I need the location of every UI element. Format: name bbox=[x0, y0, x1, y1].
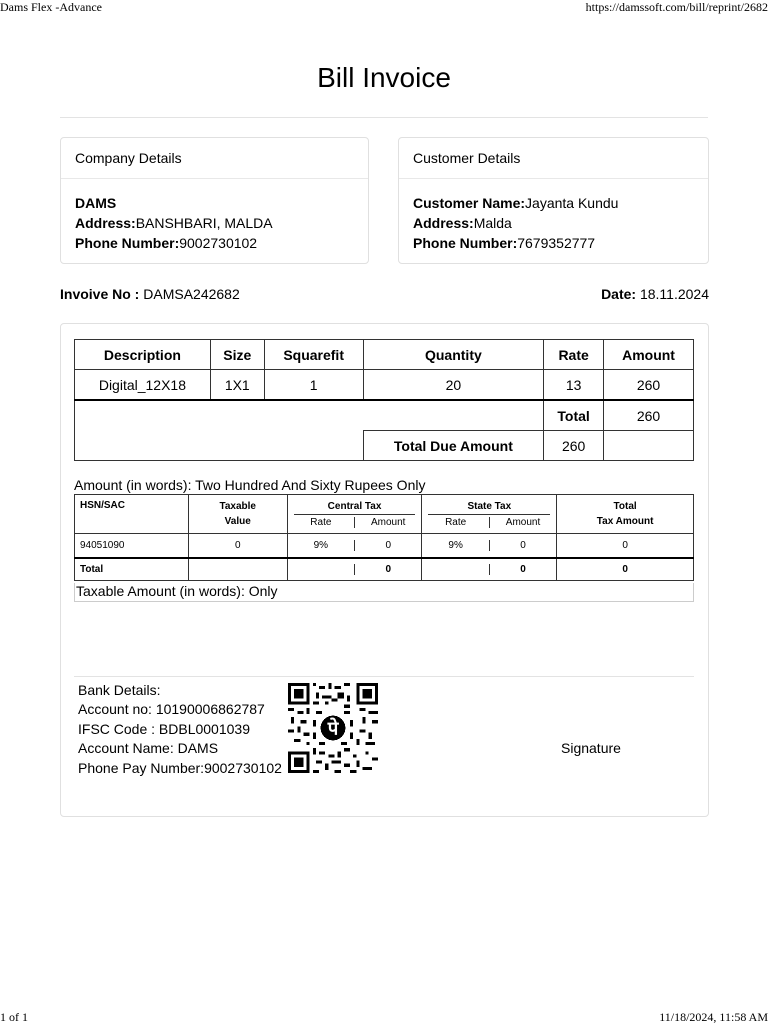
customer-details-header: Customer Details bbox=[399, 138, 708, 179]
tax-taxable: 0 bbox=[188, 534, 287, 558]
tax-table bbox=[74, 494, 694, 581]
company-details-header: Company Details bbox=[61, 138, 368, 179]
col-total-line1: Total bbox=[613, 501, 637, 512]
tax-total-central: 0 bbox=[354, 564, 421, 575]
bank-account-name: Account Name: DAMS bbox=[78, 740, 219, 757]
col-state-tax: State Tax bbox=[428, 501, 550, 515]
company-phone: 9002730102 bbox=[179, 235, 258, 251]
total-due-value: 260 bbox=[544, 431, 604, 461]
table-row bbox=[75, 534, 694, 558]
browser-app-title: Dams Flex -Advance bbox=[0, 0, 102, 14]
tax-central-rate: 9% bbox=[313, 539, 329, 551]
col-squarefit: Squarefit bbox=[264, 340, 363, 370]
invoice-date: 18.11.2024 bbox=[639, 286, 709, 302]
printed-at: 11/18/2024, 11:58 AM bbox=[659, 1010, 768, 1024]
item-amount: 260 bbox=[604, 370, 694, 401]
total-due-label: Total Due Amount bbox=[363, 431, 544, 461]
bank-title: Bank Details: bbox=[78, 682, 161, 698]
total-label: Total bbox=[544, 400, 604, 431]
col-state-amount: Amount bbox=[489, 517, 556, 528]
col-quantity: Quantity bbox=[363, 340, 544, 370]
phonepe-qr-icon bbox=[288, 682, 378, 774]
item-squarefit: 1 bbox=[264, 370, 363, 401]
tax-total-amount: 0 bbox=[557, 558, 694, 581]
items-table bbox=[74, 339, 694, 461]
tax-hsn: 94051090 bbox=[75, 534, 189, 558]
tax-total-state: 0 bbox=[489, 564, 556, 575]
page-title: Bill Invoice bbox=[317, 62, 451, 93]
item-quantity: 20 bbox=[363, 370, 544, 401]
customer-details-card bbox=[398, 137, 709, 264]
title-divider bbox=[60, 117, 708, 118]
bank-account: Account no: 10190006862787 bbox=[78, 701, 265, 718]
customer-address-label: Address: bbox=[413, 215, 474, 231]
item-rate: 13 bbox=[544, 370, 604, 401]
company-address-label: Address: bbox=[75, 215, 136, 231]
bank-divider bbox=[74, 676, 694, 677]
company-phone-label: Phone Number: bbox=[75, 235, 180, 251]
invoice-no: DAMSA242682 bbox=[143, 286, 240, 302]
tax-total-row bbox=[75, 558, 694, 581]
tax-state-rate: 9% bbox=[448, 539, 463, 551]
table-row bbox=[75, 370, 694, 401]
tax-total-label: Total bbox=[75, 558, 189, 581]
customer-name: Jayanta Kundu bbox=[525, 195, 619, 211]
total-value: 260 bbox=[604, 400, 694, 431]
invoice-no-label: Invoive No : bbox=[60, 286, 140, 302]
company-name: DAMS bbox=[75, 195, 117, 211]
svg-text:पे: पे bbox=[327, 718, 339, 740]
col-description: Description bbox=[75, 340, 211, 370]
col-total-line2: Tax Amount bbox=[596, 516, 654, 527]
item-description: Digital_12X18 bbox=[75, 370, 211, 401]
items-header-row bbox=[75, 340, 694, 370]
tax-header-row bbox=[75, 495, 694, 534]
customer-phone: 7679352777 bbox=[517, 235, 596, 251]
taxable-in-words: Taxable Amount (in words): Only bbox=[74, 583, 694, 602]
col-taxable-line1: Taxable bbox=[219, 501, 256, 512]
bank-phonepay: Phone Pay Number:9002730102 bbox=[78, 759, 282, 776]
customer-name-label: Customer Name: bbox=[413, 195, 526, 211]
company-address: BANSHBARI, MALDA bbox=[135, 215, 273, 231]
col-state-rate: Rate bbox=[445, 516, 467, 528]
customer-phone-label: Phone Number: bbox=[413, 235, 518, 251]
col-central-amount: Amount bbox=[354, 517, 421, 528]
bank-details bbox=[78, 681, 282, 778]
amount-in-words: Amount (in words): Two Hundred And Sixty Rupees Only bbox=[74, 477, 426, 493]
total-row bbox=[75, 400, 694, 431]
company-details-card bbox=[60, 137, 369, 264]
customer-address: Malda bbox=[473, 215, 512, 231]
col-central-rate: Rate bbox=[310, 516, 332, 528]
col-taxable-line2: Value bbox=[224, 516, 251, 527]
tax-state-amount: 0 bbox=[489, 540, 556, 551]
invoice-date-label: Date: bbox=[601, 286, 637, 302]
browser-url: https://damssoft.com/bill/reprint/2682 bbox=[585, 0, 768, 14]
col-size: Size bbox=[210, 340, 264, 370]
due-row bbox=[75, 431, 694, 461]
signature-label: Signature bbox=[561, 740, 621, 756]
col-central-tax: Central Tax bbox=[294, 501, 416, 515]
tax-central-amount: 0 bbox=[354, 540, 421, 551]
tax-total: 0 bbox=[557, 534, 694, 558]
col-amount: Amount bbox=[604, 340, 694, 370]
item-size: 1X1 bbox=[210, 370, 264, 401]
col-rate: Rate bbox=[544, 340, 604, 370]
col-hsn: HSN/SAC bbox=[75, 495, 189, 534]
bank-ifsc: IFSC Code : BDBL0001039 bbox=[78, 720, 250, 737]
page-count: 1 of 1 bbox=[0, 1010, 28, 1024]
